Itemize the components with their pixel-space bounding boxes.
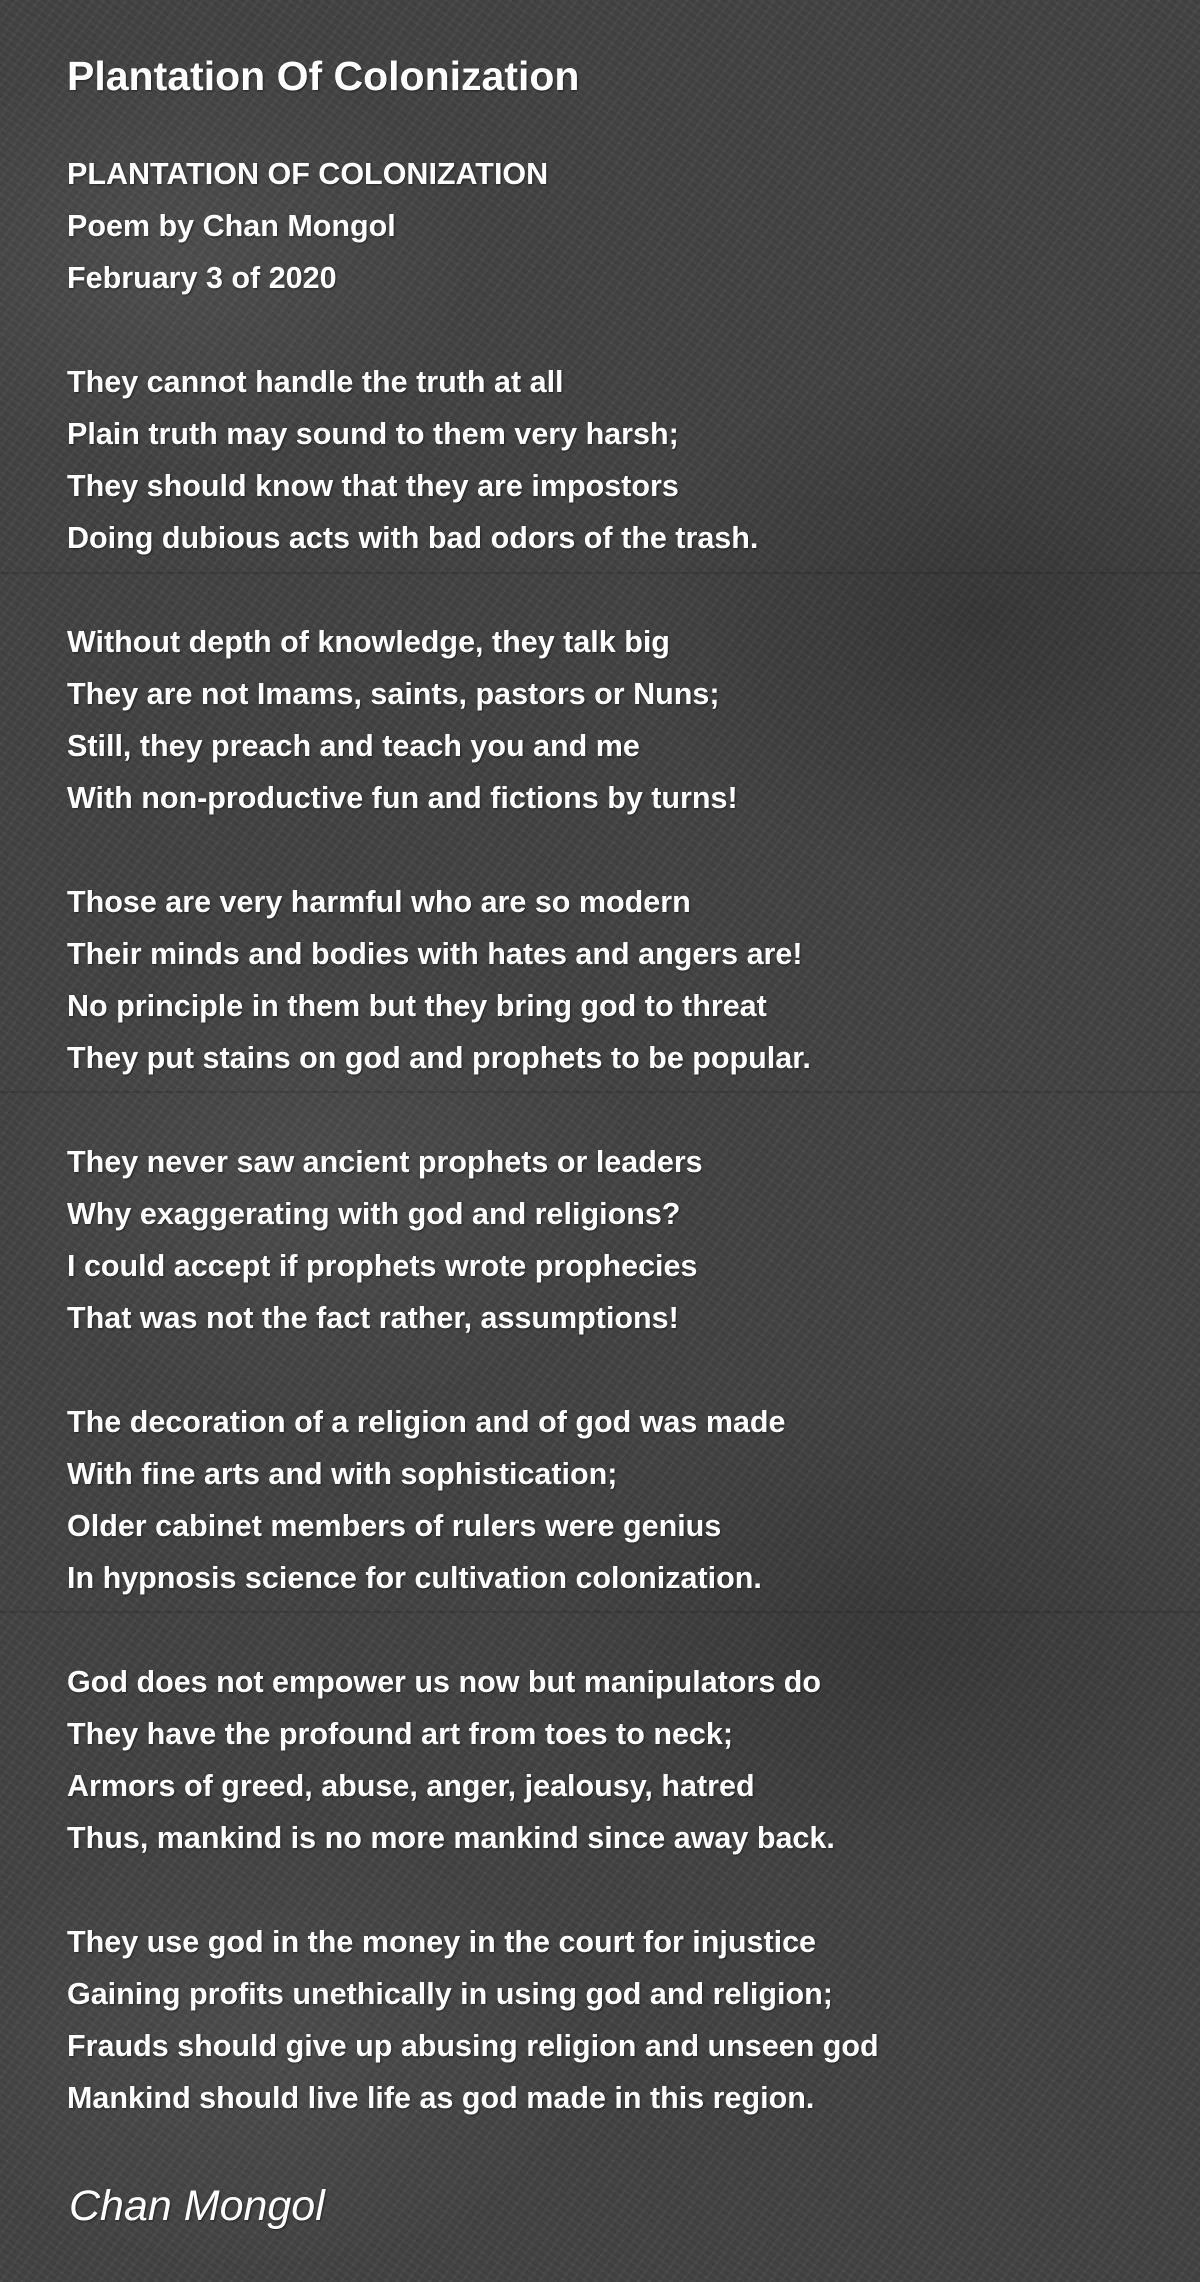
poem-line: They cannot handle the truth at all: [67, 365, 564, 399]
stanza-5: [67, 1396, 1167, 1604]
poem-line: Their minds and bodies with hates and angers are!: [67, 937, 803, 971]
stanza-6: [67, 1656, 1167, 1864]
poem-line: In hypnosis science for cultivation colonization.: [67, 1561, 762, 1595]
poem-line: With non-productive fun and fictions by turns!: [67, 781, 738, 815]
poem-body: [67, 148, 1167, 2124]
poem-title: Plantation Of Colonization: [67, 53, 580, 99]
poem-line: Those are very harmful who are so modern: [67, 885, 691, 919]
author-signature: Chan Mongol: [69, 2182, 325, 2230]
poem-header-block: [67, 148, 1167, 304]
poem-line: Armors of greed, abuse, anger, jealousy, hatred: [67, 1769, 755, 1803]
poem-line: Why exaggerating with god and religions?: [67, 1197, 681, 1231]
stanza-3: [67, 876, 1167, 1084]
poem-line: They put stains on god and prophets to be popular.: [67, 1041, 811, 1075]
stanza-7: [67, 1916, 1167, 2124]
poem-line: They have the profound art from toes to neck;: [67, 1717, 733, 1751]
poem-line: Without depth of knowledge, they talk big: [67, 625, 670, 659]
poem-line: They should know that they are impostors: [67, 469, 679, 503]
poem-line: They use god in the money in the court for injustice: [67, 1925, 817, 1959]
stanza-2: [67, 616, 1167, 824]
poem-line: With fine arts and with sophistication;: [67, 1457, 618, 1491]
poem-line: Plain truth may sound to them very harsh;: [67, 417, 679, 451]
poem-line: Doing dubious acts with bad odors of the trash.: [67, 521, 759, 555]
poem-line: Gaining profits unethically in using god and religion;: [67, 1977, 833, 2011]
poem-line: Still, they preach and teach you and me: [67, 729, 640, 763]
stanza-1: [67, 356, 1167, 564]
poem-line: Mankind should live life as god made in this region.: [67, 2081, 815, 2115]
poem-date: February 3 of 2020: [67, 261, 337, 295]
poem-line: No principle in them but they bring god to threat: [67, 989, 767, 1023]
poem-heading-caps: PLANTATION OF COLONIZATION: [67, 157, 549, 191]
poem-byline: Poem by Chan Mongol: [67, 209, 396, 243]
poem-line: God does not empower us now but manipulators do: [67, 1665, 822, 1699]
stanza-4: [67, 1136, 1167, 1344]
poem-line: I could accept if prophets wrote prophecies: [67, 1249, 698, 1283]
poem-line: They never saw ancient prophets or leaders: [67, 1145, 703, 1179]
poem-line: The decoration of a religion and of god was made: [67, 1405, 786, 1439]
poem-line: They are not Imams, saints, pastors or Nuns;: [67, 677, 720, 711]
poem-line: That was not the fact rather, assumptions!: [67, 1301, 679, 1335]
poem-line: Thus, mankind is no more mankind since away back.: [67, 1821, 835, 1855]
poem-line: Older cabinet members of rulers were genius: [67, 1509, 722, 1543]
poem-line: Frauds should give up abusing religion and unseen god: [67, 2029, 879, 2063]
